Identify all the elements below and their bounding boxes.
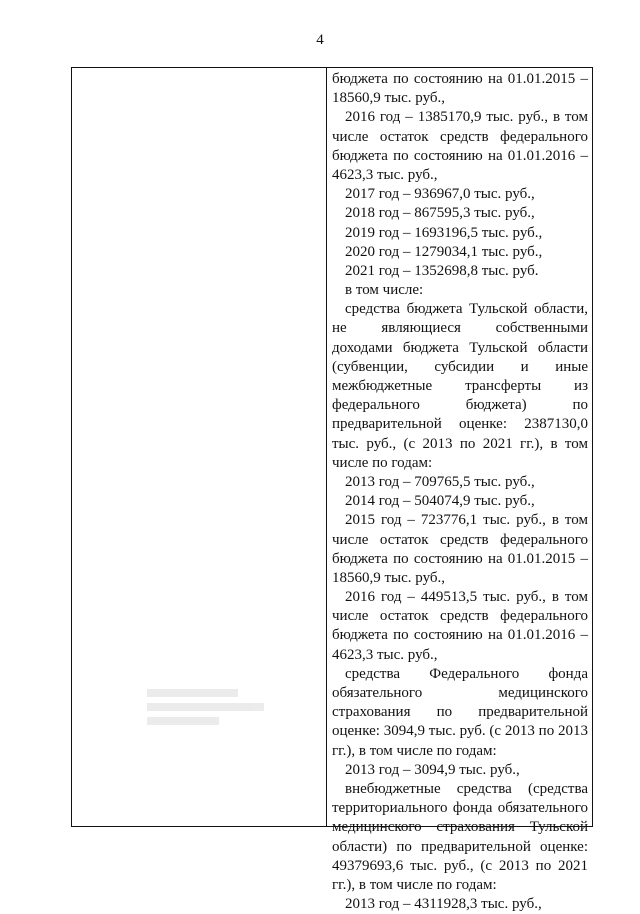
text-line: числе остаток средств федерального (332, 608, 588, 625)
text-line: 2017 год – 936967,0 тыс. руб., (345, 186, 535, 203)
text-line: 4623,3 тыс. руб., (332, 166, 438, 183)
table-right-cell (332, 70, 588, 914)
text-line: 2020 год – 1279034,1 тыс. руб., (345, 243, 543, 260)
text-line: 2018 год – 867595,3 тыс. руб., (345, 205, 535, 222)
text-line: бюджета по состоянию на 01.01.2016 – (332, 627, 588, 644)
text-line: 49379693,6 тыс. руб., (с 2013 по 2021 (332, 857, 588, 874)
text-line: бюджета по состоянию на 01.01.2015 – (332, 550, 588, 567)
text-line: 2014 год – 504074,9 тыс. руб., (345, 493, 535, 510)
text-line: тыс. руб., (с 2013 по 2021 гг.), в том (332, 435, 588, 452)
text-line: гг.), в том числе по годам: (332, 876, 497, 893)
text-line: 2021 год – 1352698,8 тыс. руб. (345, 262, 539, 279)
column-divider (326, 68, 327, 826)
text-line: 2016 год – 1385170,9 тыс. руб., в том (345, 109, 588, 126)
text-line: обязательного медицинского (332, 685, 588, 701)
text-line: 18560,9 тыс. руб., (332, 569, 446, 586)
text-line: 2019 год – 1693196,5 тыс. руб., (345, 224, 543, 241)
document-table (71, 67, 593, 913)
table-left-cell (72, 68, 326, 826)
text-line: 2013 год – 709765,5 тыс. руб., (345, 473, 535, 490)
text-line: числе по годам: (332, 454, 433, 471)
text-line: числе остаток средств федерального (332, 128, 588, 145)
text-line: не являющиеся собственными (332, 320, 588, 337)
text-line: бюджета по состоянию на 01.01.2016 – (332, 147, 588, 164)
text-line: федерального бюджета) по (332, 397, 588, 414)
text-line: доходами бюджета Тульской области (332, 339, 588, 356)
text-line: 2016 год – 449513,5 тыс. руб., в том (345, 589, 588, 606)
faint-stamp-mark (147, 683, 277, 743)
text-line: оценке: 3094,9 тыс. руб. (с 2013 по 2013 (332, 723, 588, 740)
text-line: области) по предварительной оценке: (332, 838, 588, 855)
text-line: 18560,9 тыс. руб., (332, 90, 446, 107)
page-number: 4 (316, 32, 324, 48)
text-line: внебюджетные средства (средства (345, 780, 588, 797)
text-line: предварительной оценке: 2387130,0 (332, 416, 588, 433)
text-line: страхования по предварительной (332, 704, 588, 721)
text-line: территориального фонда обязательного (332, 800, 588, 817)
text-line: средства бюджета Тульской области, (345, 301, 588, 318)
text-line: числе остаток средств федерального (332, 531, 588, 548)
text-line: бюджета по состоянию на 01.01.2015 – (332, 71, 588, 87)
text-line: в том числе: (345, 282, 424, 299)
text-line: 2015 год – 723776,1 тыс. руб., в том (345, 512, 588, 529)
text-line: межбюджетные трансферты из (332, 378, 588, 394)
text-line: 2013 год – 4311928,3 тыс. руб., (345, 896, 542, 913)
text-line: медицинского страхования Тульской (332, 819, 588, 836)
text-line: 2013 год – 3094,9 тыс. руб., (345, 761, 520, 778)
text-line: средства Федерального фонда (345, 665, 588, 682)
text-line: гг.), в том числе по годам: (332, 742, 497, 759)
text-line: (субвенции, субсидии и иные (332, 358, 588, 375)
text-line: 4623,3 тыс. руб., (332, 646, 438, 663)
